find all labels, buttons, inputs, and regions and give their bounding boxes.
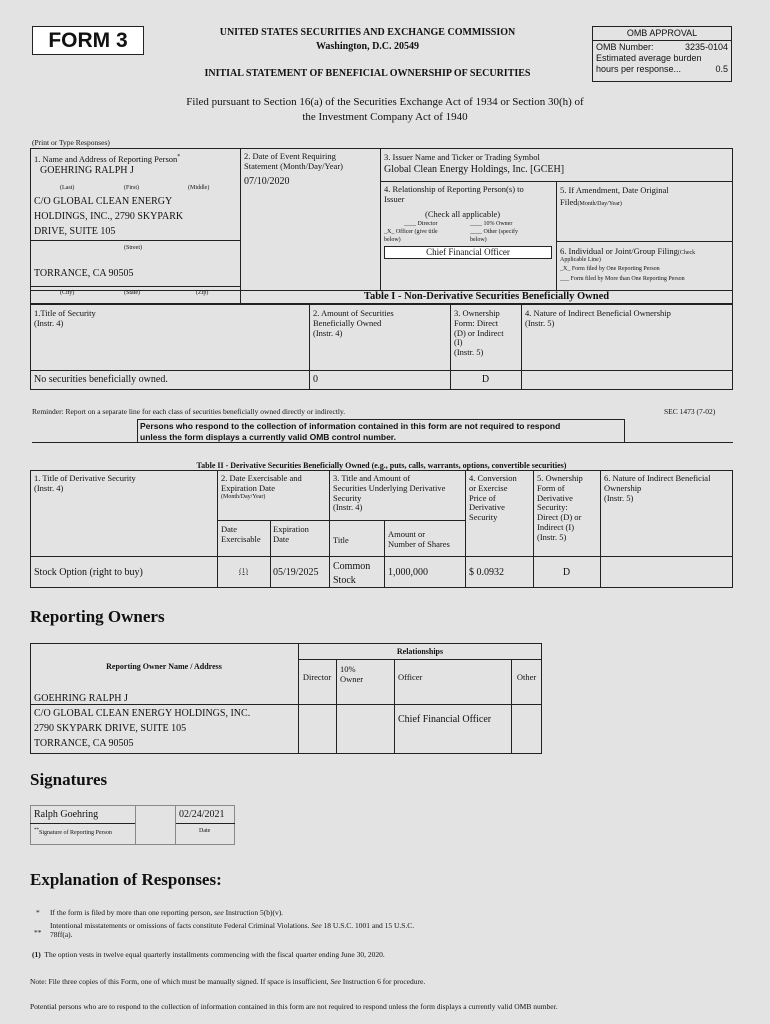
table2-col2-header: 2. Date Exercisable and Expiration Date (Month/Day/Year): [221, 473, 302, 500]
event-date: 07/10/2020: [244, 176, 290, 187]
box6-one-person: _X_ Form filed by One Reporting Person: [560, 266, 660, 272]
explanation-heading: Explanation of Responses:: [30, 870, 222, 889]
officer-header: Officer: [398, 672, 423, 682]
agency-location: Washington, D.C. 20549: [315, 41, 420, 52]
box6-applicable: Applicable Line): [560, 257, 601, 263]
double-star-mark: **: [34, 928, 42, 937]
table2-col3-header: 3. Title and Amount of Securities Underlying Derivative Security (Instr. 4): [333, 473, 446, 513]
omb-title: OMB APPROVAL: [593, 27, 731, 41]
other-option: ____ Other (specify: [470, 229, 518, 235]
signature-label: **Signature of Reporting Person: [34, 828, 112, 836]
table1-col2-header: 2. Amount of Securities Beneficially Owned (Instr. 4): [313, 308, 394, 338]
signature-name: Ralph Goehring: [34, 809, 99, 820]
table1-col3-header: 3. Ownership Form: Direct (D) or Indirect (I) (Instr. 5): [454, 308, 504, 358]
table2-col5-header: 5. Ownership Form of Derivative Security: Direct (D) or Indirect (I) (Instr. 5): [537, 473, 583, 542]
star-mark: *: [36, 908, 40, 917]
omb-approval-box: [592, 26, 732, 82]
box3-label: 3. Issuer Name and Ticker or Trading Symbol: [384, 152, 540, 162]
middle-label: (Middle): [188, 185, 210, 191]
director-option: ____ Director: [404, 221, 438, 227]
table2-title: Table II - Derivative Securities Beneficially Owned (e.g., puts, calls, warrants, options, convertible securities): [196, 461, 567, 470]
table1-col1-header: 1.Title of Security (Instr. 4): [34, 308, 96, 328]
footnote-1-link[interactable]: (1): [239, 566, 248, 575]
underlying-title-value: Common Stock: [333, 561, 371, 586]
underlying-amount-header: Amount or Number of Shares: [388, 529, 450, 549]
other-header: Other: [516, 672, 537, 682]
table1-col4-header: 4. Nature of Indirect Beneficial Ownership (Instr. 5): [525, 308, 671, 328]
street-label: (Street): [124, 245, 142, 251]
street-line-3: DRIVE, SUITE 105: [34, 226, 116, 237]
table1-row-amount: 0: [313, 374, 318, 385]
filed-pursuant: [80, 95, 690, 125]
below-label-2: below): [470, 237, 487, 243]
box4-label: 4. Relationship of Reporting Person(s) to Issuer: [384, 184, 524, 204]
owner-address: GOEHRING RALPH J C/O GLOBAL CLEAN ENERGY HOLDINGS, INC. 2790 SKYPARK DRIVE, SUITE 105 TORRANCE, CA 90505: [34, 693, 251, 749]
expiration-date-header: Expiration Date: [273, 524, 309, 544]
footnote-1: (1) The option vests in twelve equal quarterly installments commencing with the fiscal quarter ending June 30, 2020.: [32, 950, 385, 959]
reminder-text: Reminder: Report on a separate line for each class of securities beneficially owned directly or indirectly.: [32, 407, 346, 416]
owner-officer-title: Chief Financial Officer: [398, 714, 492, 725]
officer-option: _X_ Officer (give title: [384, 229, 438, 235]
hours-value: 0.5: [715, 64, 728, 74]
ten-pct-owner-option: ____ 10% Owner: [470, 221, 513, 227]
signature-date: 02/24/2021: [179, 809, 225, 820]
filed-line-2: the Investment Company Act of 1940: [302, 111, 468, 123]
signatures-heading: Signatures: [30, 770, 108, 789]
expiration-date-value: 05/19/2025: [273, 567, 319, 578]
date-exercisable-header: Date Exercisable: [221, 524, 261, 544]
sec-number: SEC 1473 (7-02): [664, 407, 716, 416]
burden-label: Estimated average burden: [596, 53, 702, 63]
hours-label: hours per response...: [596, 64, 682, 74]
potential-persons-note: Potential persons who are to respond to the collection of information contained in this form are not required to respond unless the form displays a currently valid OMB number.: [30, 1002, 558, 1011]
omb-notice: Persons who respond to the collection of information contained in this form are not required to respond unless the form displays a currently valid OMB control number.: [137, 419, 625, 443]
ownership-form-value: D: [562, 567, 571, 578]
box6-label: 6. Individual or Joint/Group Filing(Check: [560, 246, 696, 256]
reporting-owners-heading: Reporting Owners: [30, 607, 165, 626]
box5-label: 5. If Amendment, Date Original: [560, 185, 669, 195]
reporting-person-name: GOEHRING RALPH J: [40, 165, 134, 176]
relationships-header: Relationships: [396, 647, 444, 656]
check-all-applicable: (Check all applicable): [425, 209, 501, 219]
director-header: Director: [302, 672, 332, 682]
ten-pct-owner-header: 10% Owner: [340, 664, 364, 684]
table2-col1-header: 1. Title of Derivative Security (Instr. 4): [34, 473, 136, 493]
table1-row-title: No securities beneficially owned.: [34, 374, 168, 385]
street-line-1: C/O GLOBAL CLEAN ENERGY: [34, 196, 173, 207]
box5-filed: Filed(Month/Day/Year): [560, 197, 622, 207]
table1-title: Table I - Non-Derivative Securities Beneficially Owned: [363, 291, 610, 302]
star-note: If the form is filed by more than one reporting person, see Instruction 5(b)(v).: [50, 908, 284, 917]
city-state-zip: TORRANCE, CA 90505: [34, 268, 134, 279]
agency-name: UNITED STATES SECURITIES AND EXCHANGE COMMISSION: [219, 27, 516, 38]
file-copies-note: Note: File three copies of this Form, one of which must be manually signed. If space is insufficient, See Instruction 6 for procedure.: [30, 977, 426, 986]
date-label: Date: [199, 828, 211, 834]
officer-title-value: Chief Financial Officer: [384, 246, 552, 259]
double-star-note: Intentional misstatements or omissions of facts constitute Federal Criminal Violations. See 18 U.S.C. 1001 and 15 U.S.C. 78ff(a).: [50, 921, 415, 939]
omb-number-label: OMB Number:: [596, 42, 654, 52]
street-line-2: HOLDINGS, INC., 2790 SKYPARK: [34, 211, 184, 222]
state-label: (State): [124, 290, 140, 296]
underlying-amount-value: 1,000,000: [388, 567, 428, 578]
print-note: (Print or Type Responses): [32, 138, 110, 147]
zip-label: (Zip): [196, 290, 209, 296]
derivative-security-title: Stock Option (right to buy): [34, 567, 143, 578]
conversion-price-value: $ 0.0932: [469, 567, 504, 578]
street-address: [34, 194, 183, 239]
issuer-name: Global Clean Energy Holdings, Inc. [GCEH]: [384, 164, 565, 175]
table2-col4-header: 4. Conversion or Exercise Price of Derivative Security: [469, 473, 517, 523]
below-label-1: below): [384, 237, 401, 243]
omb-number: 3235-0104: [684, 42, 728, 52]
owner-name-header: Reporting Owner Name / Address: [106, 662, 222, 671]
box1-label: 1. Name and Address of Reporting Person*: [34, 154, 181, 164]
form-label: FORM 3: [32, 26, 144, 55]
box6-more-persons: ___ Form filed by More than One Reporting Person: [560, 276, 685, 282]
first-label: (First): [124, 185, 139, 191]
table1-row-form: D: [481, 374, 490, 385]
form-title: INITIAL STATEMENT OF BENEFICIAL OWNERSHIP OF SECURITIES: [204, 68, 531, 79]
filed-line-1: Filed pursuant to Section 16(a) of the Securities Exchange Act of 1934 or Section 30(h) of: [186, 96, 584, 108]
table2-col6-header: 6. Nature of Indirect Beneficial Ownership (Instr. 5): [604, 473, 711, 503]
underlying-title-header: Title: [333, 535, 349, 545]
box2-label: 2. Date of Event Requiring Statement (Month/Day/Year): [244, 151, 343, 171]
city-label: (City): [60, 290, 75, 296]
last-label: (Last): [60, 185, 75, 191]
